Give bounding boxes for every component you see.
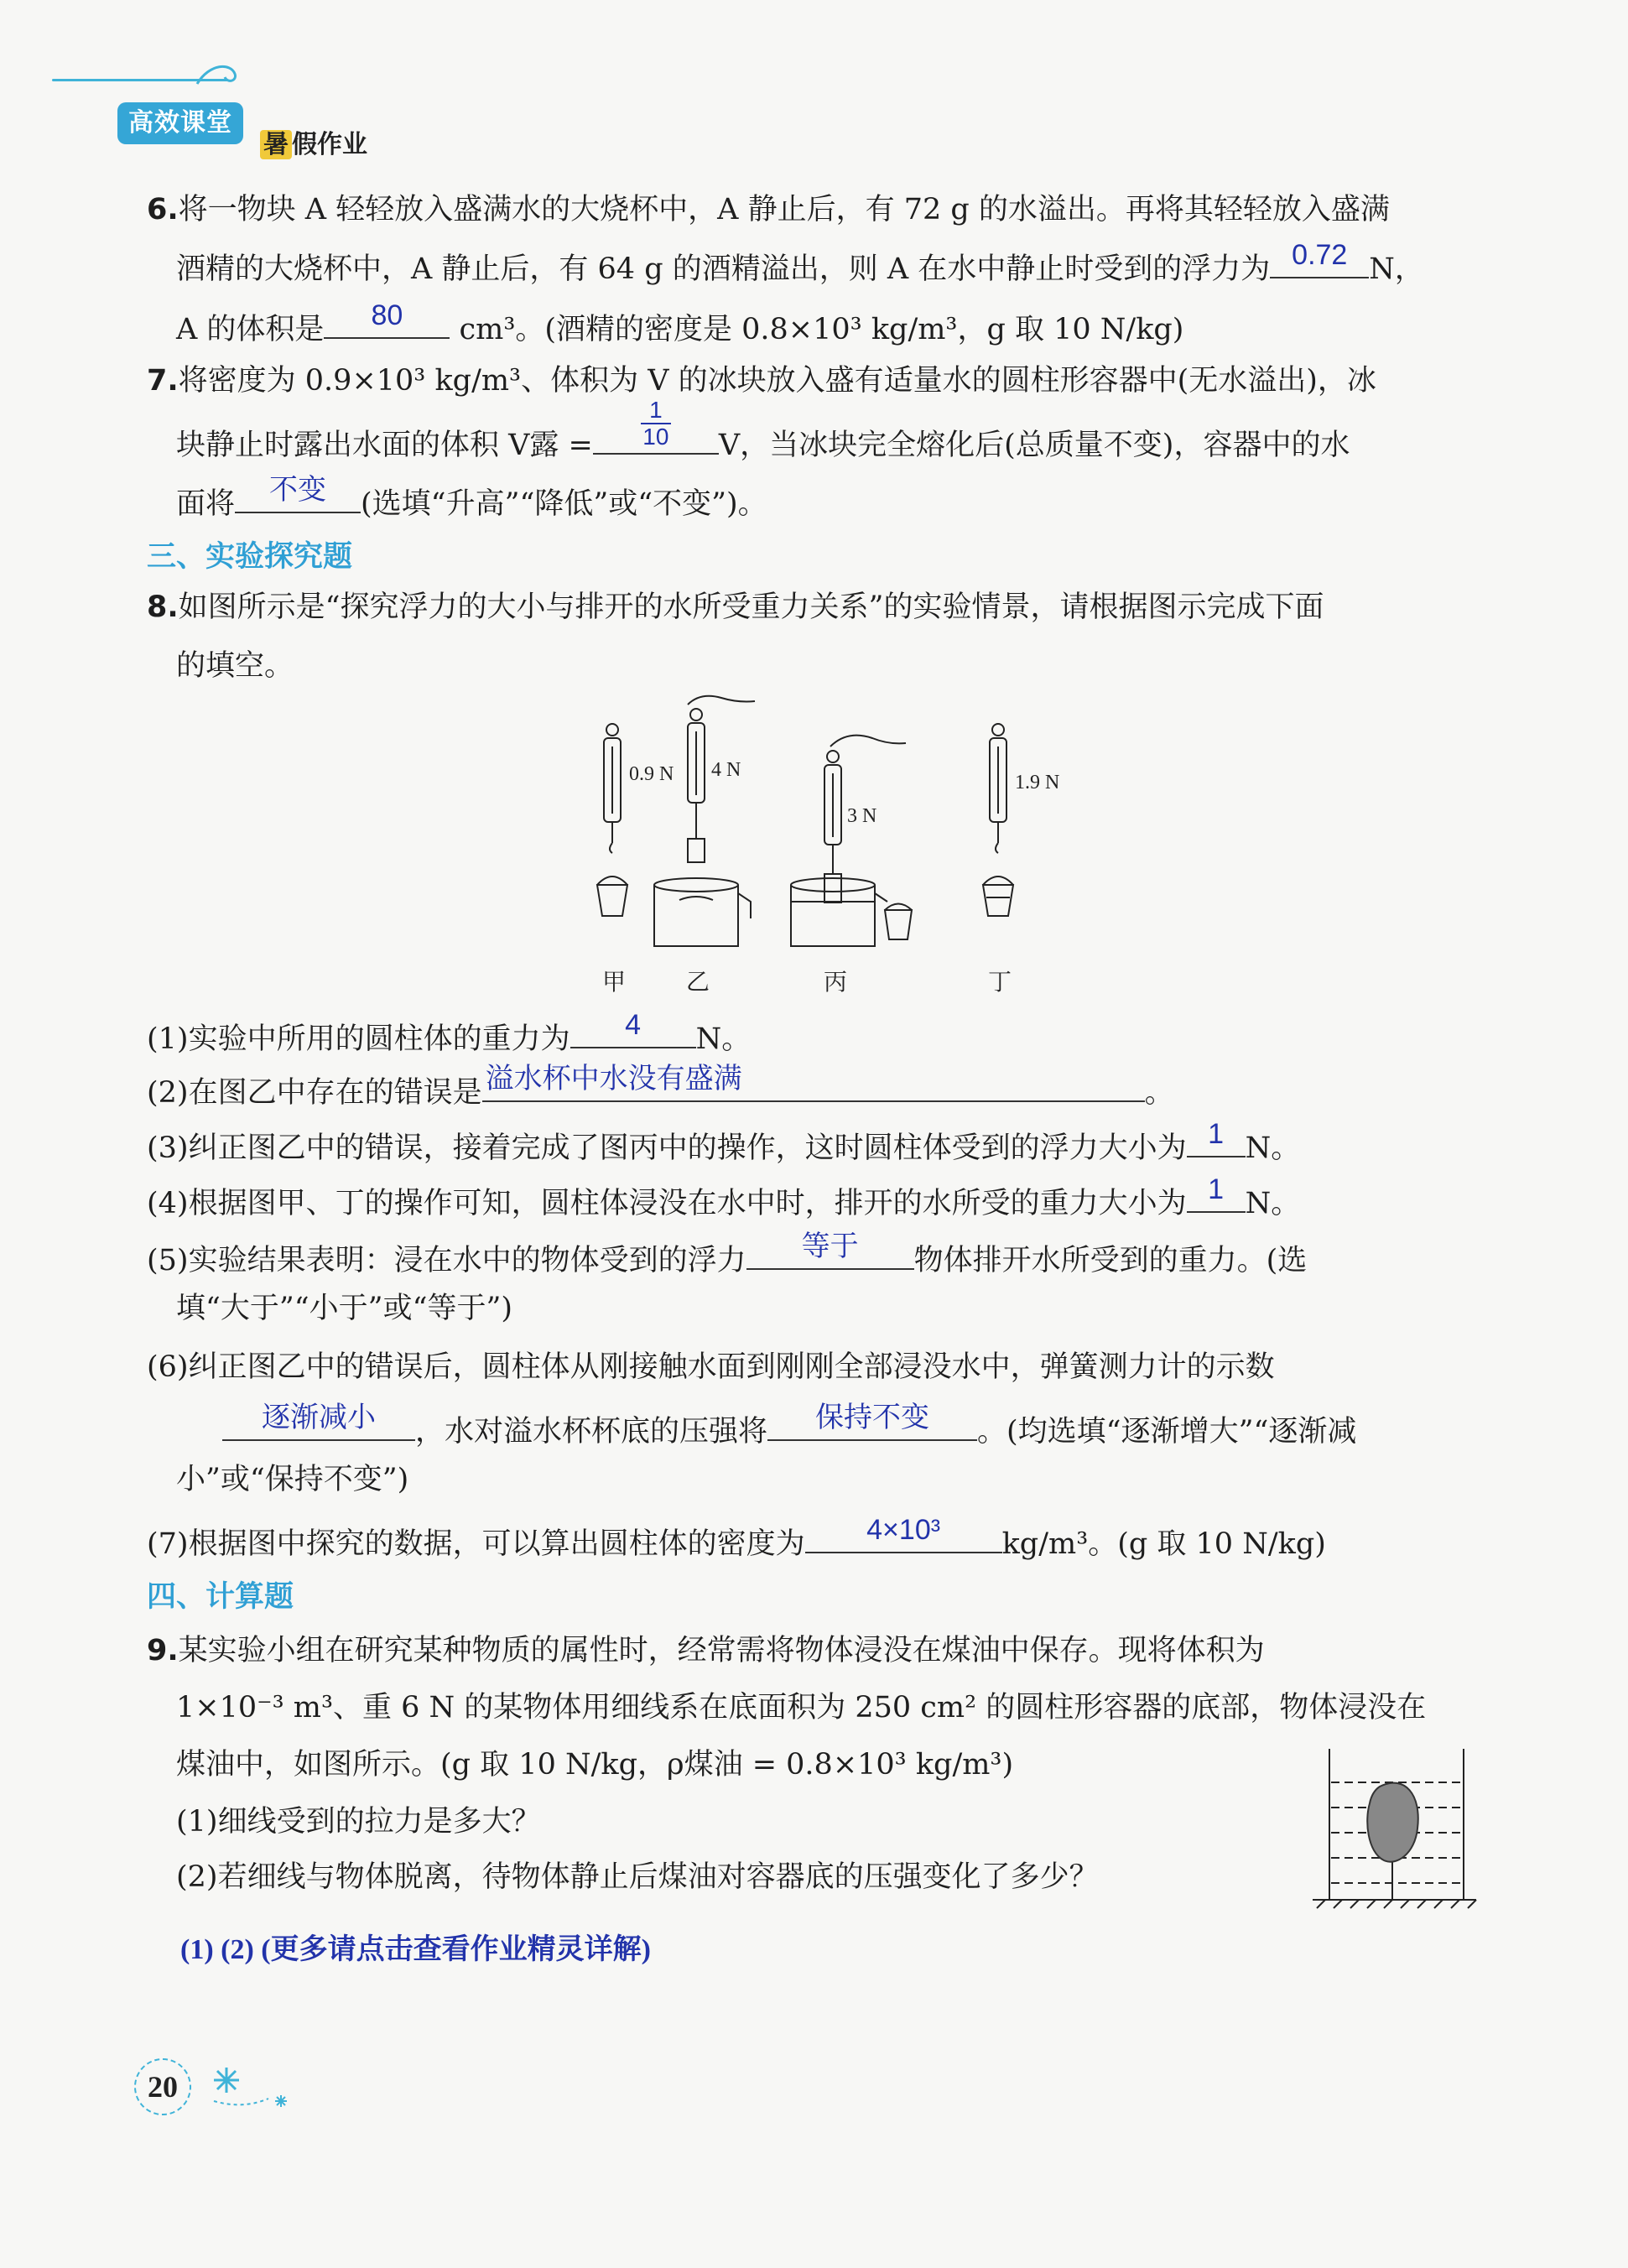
- q6-line1: [147, 190, 1390, 230]
- q8-s1-unit: N。: [695, 1022, 752, 1056]
- submerged-object: [1367, 1783, 1418, 1862]
- q8-s4-unit: N。: [1245, 1187, 1301, 1220]
- q6-text2: 酒精的大烧杯中，A 静止后，有 64 g 的酒精溢出，则 A 在水中静止时受到的浮力为: [176, 252, 1271, 286]
- q8-s6-text2: ，水对溢水杯杯底的压强将: [415, 1415, 768, 1449]
- q7-fraction-numerator: 1: [649, 397, 663, 423]
- reading-yi: 4 N: [711, 759, 741, 781]
- q9-number: 9.: [147, 1634, 179, 1667]
- label-bing: 丙: [824, 970, 848, 996]
- reading-ding: 1.9 N: [1015, 772, 1060, 793]
- q6-text3a: A 的体积是: [176, 313, 325, 346]
- q8-sub7: [147, 1514, 1326, 1564]
- q8-s2-text: (2)在图乙中存在的错误是: [147, 1076, 482, 1110]
- q8-s7-unit: kg/m³。(g 取 10 N/kg): [1001, 1527, 1326, 1561]
- q6-text3b: cm³。(酒精的密度是 0.8×10³ kg/m³，g 取 10 N/kg): [459, 313, 1184, 346]
- q8-sub4: [147, 1173, 1301, 1224]
- q7-text2a: 块静止时露出水面的体积 V露 =: [176, 429, 593, 462]
- q8-s5-text2: 物体排开水所受到的重力。(选: [913, 1244, 1308, 1277]
- q6-line2: [176, 239, 1424, 289]
- q9-line2: 1×10⁻³ m³、重 6 N 的某物体用细线系在底面积为 250 cm² 的圆柱形容器的底部，物体浸没在: [176, 1691, 1427, 1724]
- badge-highlight: 暑: [260, 130, 292, 159]
- q8-line1: [147, 587, 1324, 627]
- scale-jia: [597, 724, 627, 916]
- q6-answer-volume: 80: [371, 299, 403, 331]
- q8-s5-blank[interactable]: [746, 1230, 914, 1270]
- q7-answer-fraction: [593, 398, 719, 450]
- q8-s1-answer: 4: [625, 1009, 642, 1041]
- q8-s7-text: (7)根据图中探究的数据，可以算出圆柱体的密度为: [147, 1527, 805, 1561]
- q7-line1: [147, 361, 1376, 401]
- q8-s3-text: (3)纠正图乙中的错误，接着完成了图丙中的操作，这时圆柱体受到的浮力大小为: [147, 1131, 1187, 1165]
- workbook-type-badge: [252, 126, 376, 164]
- q7-text1: 将密度为 0.9×10³ kg/m³、体积为 V 的冰块放入盛有适量水的圆柱形容器中(无水溢出)，冰: [178, 364, 1376, 398]
- container-figure: [1304, 1745, 1489, 1921]
- experiment-figure: [579, 696, 1060, 998]
- q7-blank-level[interactable]: [235, 474, 361, 513]
- q9-line1: [147, 1631, 1265, 1671]
- q8-s6-blank2[interactable]: [767, 1402, 977, 1441]
- q8-s3-unit: N。: [1245, 1131, 1301, 1165]
- q6-answer-buoyancy: 0.72: [1292, 239, 1348, 271]
- q8-s1-blank[interactable]: [570, 1009, 696, 1048]
- q8-s6-answer2: 保持不变: [815, 1402, 930, 1433]
- q8-sub2: [147, 1063, 1174, 1113]
- label-ding: 丁: [988, 970, 1012, 996]
- q8-s6-blank1[interactable]: [222, 1402, 415, 1441]
- q8-s7-answer: 4×10³: [866, 1514, 941, 1546]
- section-calculation-title: 四、计算题: [147, 1580, 294, 1614]
- q8-sub3: [147, 1118, 1301, 1168]
- section-experiment-title: 三、实验探究题: [147, 540, 353, 574]
- q8-text1: 如图所示是“探究浮力的大小与排开的水所受重力关系”的实验情景，请根据图示完成下面: [178, 590, 1324, 624]
- scale-ding: [983, 724, 1013, 916]
- q8-sub6: (6)纠正图乙中的错误后，圆柱体从刚接触水面到刚刚全部浸没水中，弹簧测力计的示数: [147, 1350, 1275, 1384]
- q6-text2-unit: N，: [1369, 252, 1424, 286]
- q9-sub2: (2)若细线与物体脱离，待物体静止后煤油对容器底的压强变化了多少？: [176, 1860, 1099, 1894]
- q7-number: 7.: [147, 364, 179, 398]
- q8-sub5: [147, 1230, 1308, 1281]
- q8-s5-answer: 等于: [801, 1230, 859, 1262]
- q8-s6-text3: 。(均选填“逐渐增大”“逐渐减: [977, 1415, 1357, 1449]
- q7-fraction-denominator: 10: [642, 424, 669, 450]
- q8-s3-blank[interactable]: [1187, 1118, 1246, 1157]
- q7-text3a: 面将: [176, 487, 236, 521]
- scale-bing: [791, 736, 912, 946]
- swirl-icon: [193, 59, 243, 92]
- q8-s2-blank[interactable]: [482, 1063, 1145, 1102]
- q6-blank-buoyancy[interactable]: [1270, 239, 1369, 278]
- q9-text1: 某实验小组在研究某种物质的属性时，经常需将物体浸没在煤油中保存。现将体积为: [178, 1634, 1265, 1667]
- reading-bing: 3 N: [847, 805, 877, 827]
- q8-sub6-line3: 小”或“保持不变”): [176, 1463, 409, 1496]
- badge-rest: 假作业: [292, 130, 367, 159]
- q8-number: 8.: [147, 590, 179, 624]
- q7-text2b: V，当冰块完全熔化后(总质量不变)，容器中的水: [718, 429, 1350, 462]
- q8-sub5-cont: 填“大于”“小于”或“等于”): [176, 1292, 513, 1325]
- q7-answer-level: 不变: [269, 474, 327, 506]
- q6-blank-volume[interactable]: [324, 299, 450, 339]
- q8-sub6-line2: [222, 1402, 1357, 1452]
- q8-s2-answer: 溢水杯中水没有盛满: [485, 1063, 742, 1095]
- q7-blank-fraction[interactable]: [593, 397, 719, 455]
- q8-s4-blank[interactable]: [1187, 1173, 1246, 1213]
- flower-icon: [210, 2063, 302, 2114]
- label-yi: 乙: [686, 970, 710, 996]
- q8-sub1: [147, 1009, 752, 1059]
- q8-s3-answer: 1: [1208, 1118, 1225, 1150]
- series-badge: 高效课堂: [117, 102, 243, 144]
- q9-line3: 煤油中，如图所示。(g 取 10 N/kg，ρ煤油 = 0.8×10³ kg/m³): [176, 1748, 1014, 1782]
- q6-text1: 将一物块 A 轻轻放入盛满水的大烧杯中，A 静止后，有 72 g 的水溢出。再将其轻轻放入盛满: [178, 193, 1390, 226]
- q8-s6-answer1: 逐渐减小: [262, 1402, 376, 1433]
- q7-line2: [176, 397, 1350, 466]
- q8-line2: 的填空。: [176, 649, 294, 683]
- answer-link[interactable]: (1) (2) (更多请点击查看作业精灵详解): [180, 1934, 651, 1965]
- label-jia: 甲: [602, 970, 627, 996]
- q8-s4-answer: 1: [1208, 1173, 1225, 1205]
- reading-jia: 0.9 N: [629, 763, 674, 785]
- q6-number: 6.: [147, 193, 179, 226]
- q7-line3: [176, 474, 767, 524]
- q8-s4-text: (4)根据图甲、丁的操作可知，圆柱体浸没在水中时，排开的水所受的重力大小为: [147, 1187, 1187, 1220]
- q9-sub1: (1)细线受到的拉力是多大？: [176, 1805, 541, 1839]
- scale-yi: [654, 696, 755, 946]
- q8-s7-blank[interactable]: [805, 1514, 1002, 1553]
- q7-text3b: (选填“升高”“降低”或“不变”)。: [361, 487, 767, 521]
- q8-s5-text: (5)实验结果表明：浸在水中的物体受到的浮力: [147, 1244, 746, 1277]
- page-number: 20: [134, 2058, 191, 2115]
- q6-line3: [176, 299, 1184, 350]
- q8-s2-end: 。: [1144, 1076, 1174, 1110]
- q8-s1-text: (1)实验中所用的圆柱体的重力为: [147, 1022, 570, 1056]
